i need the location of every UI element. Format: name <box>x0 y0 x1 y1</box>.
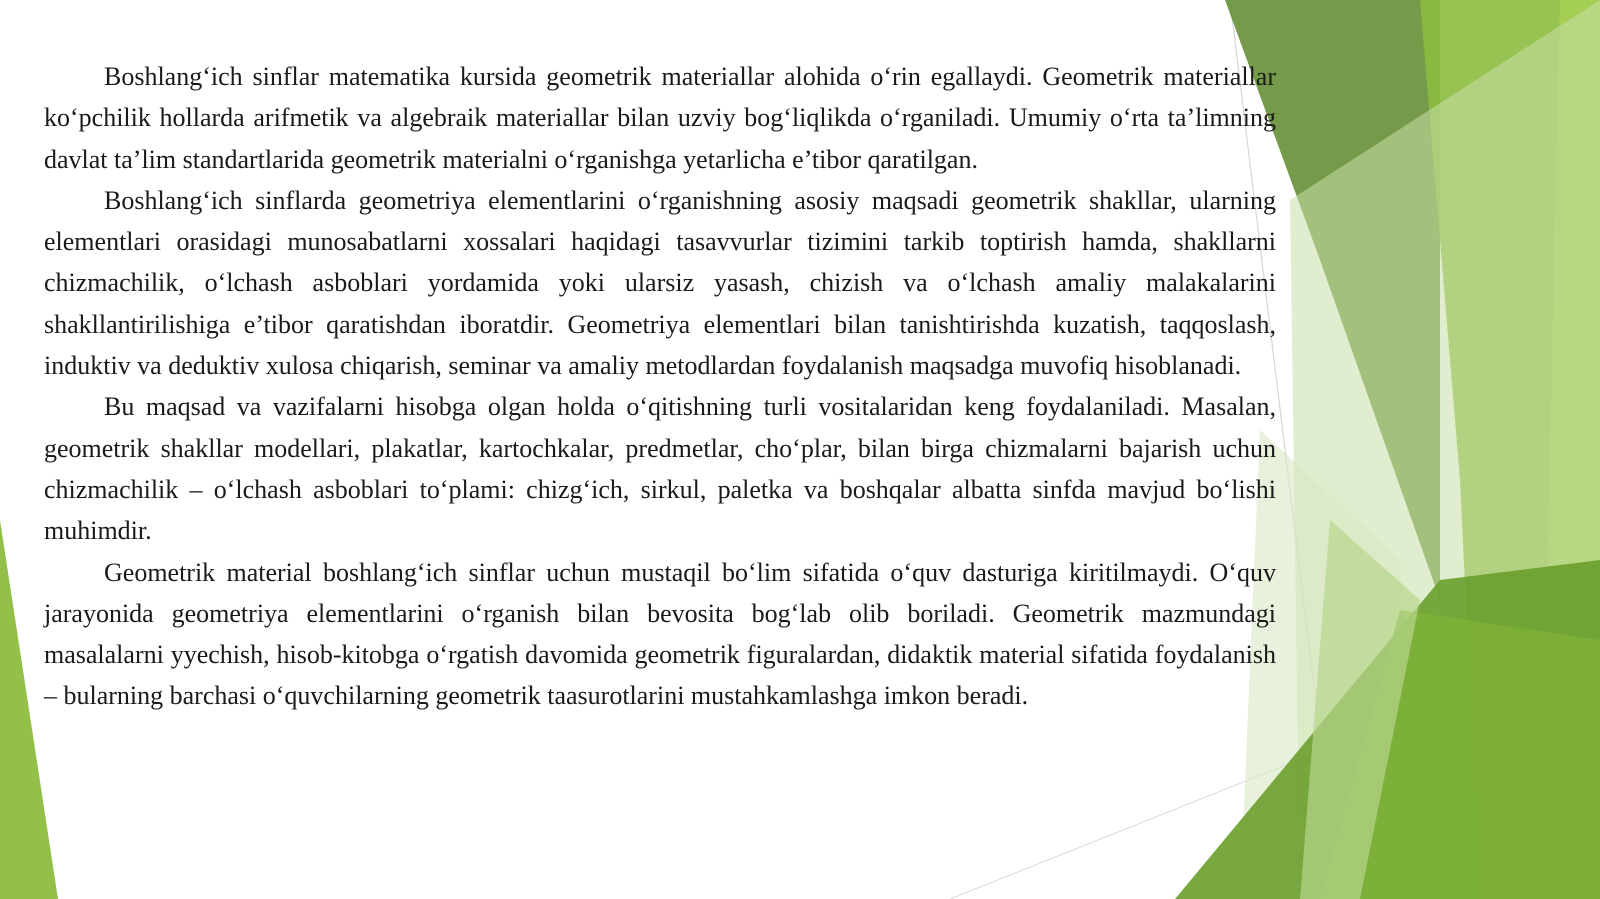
paragraph-1: Boshlang‘ich sinflar matematika kursida geometrik materiallar alohida o‘rin egallaydi. Geometrik materiallar ko‘pchilik hollarda arifmetik va algebraik materiallar bilan uzviy bog‘liqlikda o‘rganiladi. Umumiy o‘rta ta’limning davlat ta’lim standartlarida geometrik materialni o‘rganishga yetarlicha e’tibor qaratilgan. <box>44 62 1276 174</box>
paragraph-3: Bu maqsad va vazifalarni hisobga olgan holda o‘qitishning turli vositalaridan keng foydalaniladi. Masalan, geometrik shakllar modellari, plakatlar, kartochkalar, predmetlar, cho‘plar, bilan birga chizmalarni bajarish uchun chizmachilik – o‘lchash asboblari to‘plami: chizg‘ich, sirkul, paletka va boshqalar albatta sinfda mavjud bo‘lishi muhimdir. <box>44 392 1276 546</box>
paragraph-2: Boshlang‘ich sinflarda geometriya elementlarini o‘rganishning asosiy maqsadi geometrik shakllar, ularning elementlari orasidagi munosabatlarni xossalari haqidagi tasavvurlar tizimini tarkib toptirish hamda, shakllarni chizmachilik, o‘lchash asboblari yordamida yoki ularsiz yasash, chizish va o‘lchash amaliy malakalarini shakllantirilishiga e’tibor qaratishdan iboratdir. Geometriya elementlari bilan tanishtirishda kuzatish, taqqoslash, induktiv va deduktiv xulosa chiqarish, seminar va amaliy metodlardan foydalanish maqsadga muvofiq hisoblanadi. <box>44 185 1276 381</box>
slide-body-text <box>44 56 1276 717</box>
paragraph-4: Geometrik material boshlang‘ich sinflar uchun mustaqil bo‘lim sifatida o‘quv dasturiga kiritilmaydi. O‘quv jarayonida geometriya elementlarini o‘rganish bilan bevosita bog‘lab olib boriladi. Geometrik mazmundagi masalalarni yyechish, hisob-kitobga o‘rgatish davomida geometrik figuralardan, didaktik material sifatida foydalanish – bularning barchasi o‘quvchilarning geometrik taasurotlarini mustahkamlashga imkon beradi. <box>44 557 1276 711</box>
